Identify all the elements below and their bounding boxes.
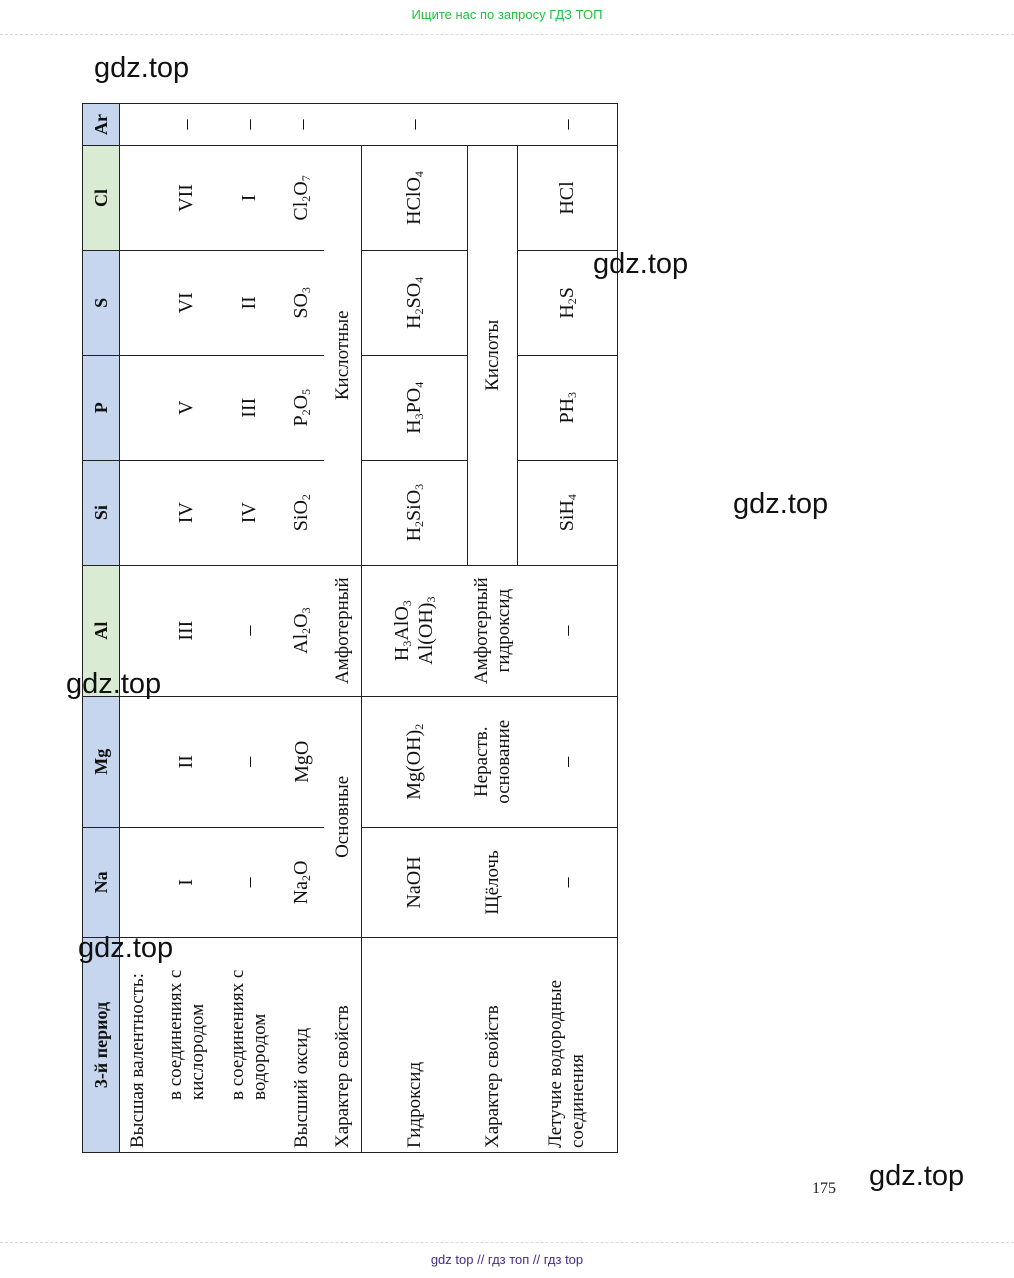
hydroxide-al: $H_3AlO_3$ $Al(OH)_3$ bbox=[362, 565, 468, 696]
header-p: P bbox=[83, 355, 120, 460]
oxide-mg: MgO bbox=[280, 696, 324, 827]
cell: – bbox=[218, 696, 280, 827]
oxide-si: SiO$_2$ bbox=[280, 460, 324, 565]
character-insoluble-base: Нераств. основание bbox=[468, 696, 518, 827]
cell: I bbox=[155, 827, 217, 937]
top-link[interactable]: Ищите нас по запросу ГДЗ ТОП bbox=[411, 7, 603, 22]
period-3-table bbox=[82, 103, 618, 1153]
header-mg: Mg bbox=[83, 696, 120, 827]
page-number: 175 bbox=[812, 1180, 836, 1197]
table-row bbox=[155, 104, 217, 1153]
hydroxide-si: $H_2SiO_3$ bbox=[362, 460, 468, 565]
cell: II bbox=[218, 250, 280, 355]
oxide-p: $P_2O_5$ bbox=[280, 355, 324, 460]
oxide-amphoteric: Амфотерный bbox=[324, 565, 361, 696]
header-si: Si bbox=[83, 460, 120, 565]
header-row bbox=[83, 104, 120, 1153]
watermark: gdz.top bbox=[869, 1160, 965, 1192]
label-hydrides: Летучие водородные соединения bbox=[517, 937, 617, 1152]
label-valence-oxygen: в соединениях с кислородом bbox=[155, 937, 217, 1152]
cell: – bbox=[517, 565, 617, 696]
cell: – bbox=[218, 104, 280, 146]
label-valence: Высшая валентность: bbox=[120, 937, 155, 1152]
oxide-na: $Na_2O$ bbox=[280, 827, 324, 937]
character-acids: Кислоты bbox=[468, 146, 518, 566]
table-row bbox=[218, 104, 280, 1153]
cell: III bbox=[155, 565, 217, 696]
cell: II bbox=[155, 696, 217, 827]
hydride-cl: HCl bbox=[517, 146, 617, 251]
watermark: gdz.top bbox=[733, 488, 829, 520]
cell: – bbox=[280, 104, 324, 146]
oxide-cl: $Cl_2O_7$ bbox=[280, 146, 324, 251]
cell: V bbox=[155, 355, 217, 460]
hydride-p: $PH_3$ bbox=[517, 355, 617, 460]
hydroxide-p: $H_3PO_4$ bbox=[362, 355, 468, 460]
table-wrapper bbox=[82, 103, 618, 1153]
cell: I bbox=[218, 146, 280, 251]
cell: VI bbox=[155, 250, 217, 355]
header-cl: Cl bbox=[83, 146, 120, 251]
hydroxide-cl: HClO$_4$ bbox=[362, 146, 468, 251]
cell: – bbox=[362, 104, 468, 146]
character-alkali: Щёлочь bbox=[468, 827, 518, 937]
watermark: gdz.top bbox=[593, 248, 689, 280]
hydroxide-mg: $Mg(OH)_2$ bbox=[362, 696, 468, 827]
cell: – bbox=[517, 827, 617, 937]
cell: – bbox=[155, 104, 217, 146]
table-row bbox=[324, 104, 361, 1153]
cell: – bbox=[218, 827, 280, 937]
header-s: S bbox=[83, 250, 120, 355]
hydroxide-s: $H_2SO_4$ bbox=[362, 250, 468, 355]
divider bbox=[0, 34, 1014, 35]
label-valence-hydrogen: в соединениях с водородом bbox=[218, 937, 280, 1152]
hydride-s: $H_2S$ bbox=[517, 250, 617, 355]
oxide-acidic: Кислотные bbox=[324, 146, 361, 566]
cell: IV bbox=[155, 460, 217, 565]
oxide-basic: Основные bbox=[324, 696, 361, 937]
label-hydroxide: Гидроксид bbox=[362, 937, 468, 1152]
table-row bbox=[362, 104, 468, 1153]
label-oxide: Высший оксид bbox=[280, 937, 324, 1152]
header-period: 3-й период bbox=[83, 937, 120, 1152]
hydride-si: SiH$_4$ bbox=[517, 460, 617, 565]
table-row bbox=[120, 104, 155, 1153]
hydroxide-na: NaOH bbox=[362, 827, 468, 937]
cell: – bbox=[517, 696, 617, 827]
cell: – bbox=[517, 104, 617, 146]
label-hydroxide-character: Характер свойств bbox=[468, 937, 518, 1152]
cell: III bbox=[218, 355, 280, 460]
header-al: Al bbox=[83, 565, 120, 696]
header-ar: Ar bbox=[83, 104, 120, 146]
character-amphoteric-hydroxide: Амфотерный гидроксид bbox=[468, 565, 518, 696]
oxide-al: $Al_2O_3$ bbox=[280, 565, 324, 696]
watermark: gdz.top bbox=[78, 932, 174, 964]
watermark: gdz.top bbox=[66, 668, 162, 700]
cell: IV bbox=[218, 460, 280, 565]
oxide-s: $SO_3$ bbox=[280, 250, 324, 355]
cell: – bbox=[218, 565, 280, 696]
cell: VII bbox=[155, 146, 217, 251]
table-row bbox=[280, 104, 324, 1153]
watermark: gdz.top bbox=[94, 52, 190, 84]
header-na: Na bbox=[83, 827, 120, 937]
table-row bbox=[468, 104, 518, 1153]
footer-links[interactable]: gdz top // гдз топ // гдз top bbox=[430, 1252, 584, 1267]
divider bbox=[0, 1242, 1014, 1243]
label-oxide-character: Характер свойств bbox=[324, 937, 361, 1152]
